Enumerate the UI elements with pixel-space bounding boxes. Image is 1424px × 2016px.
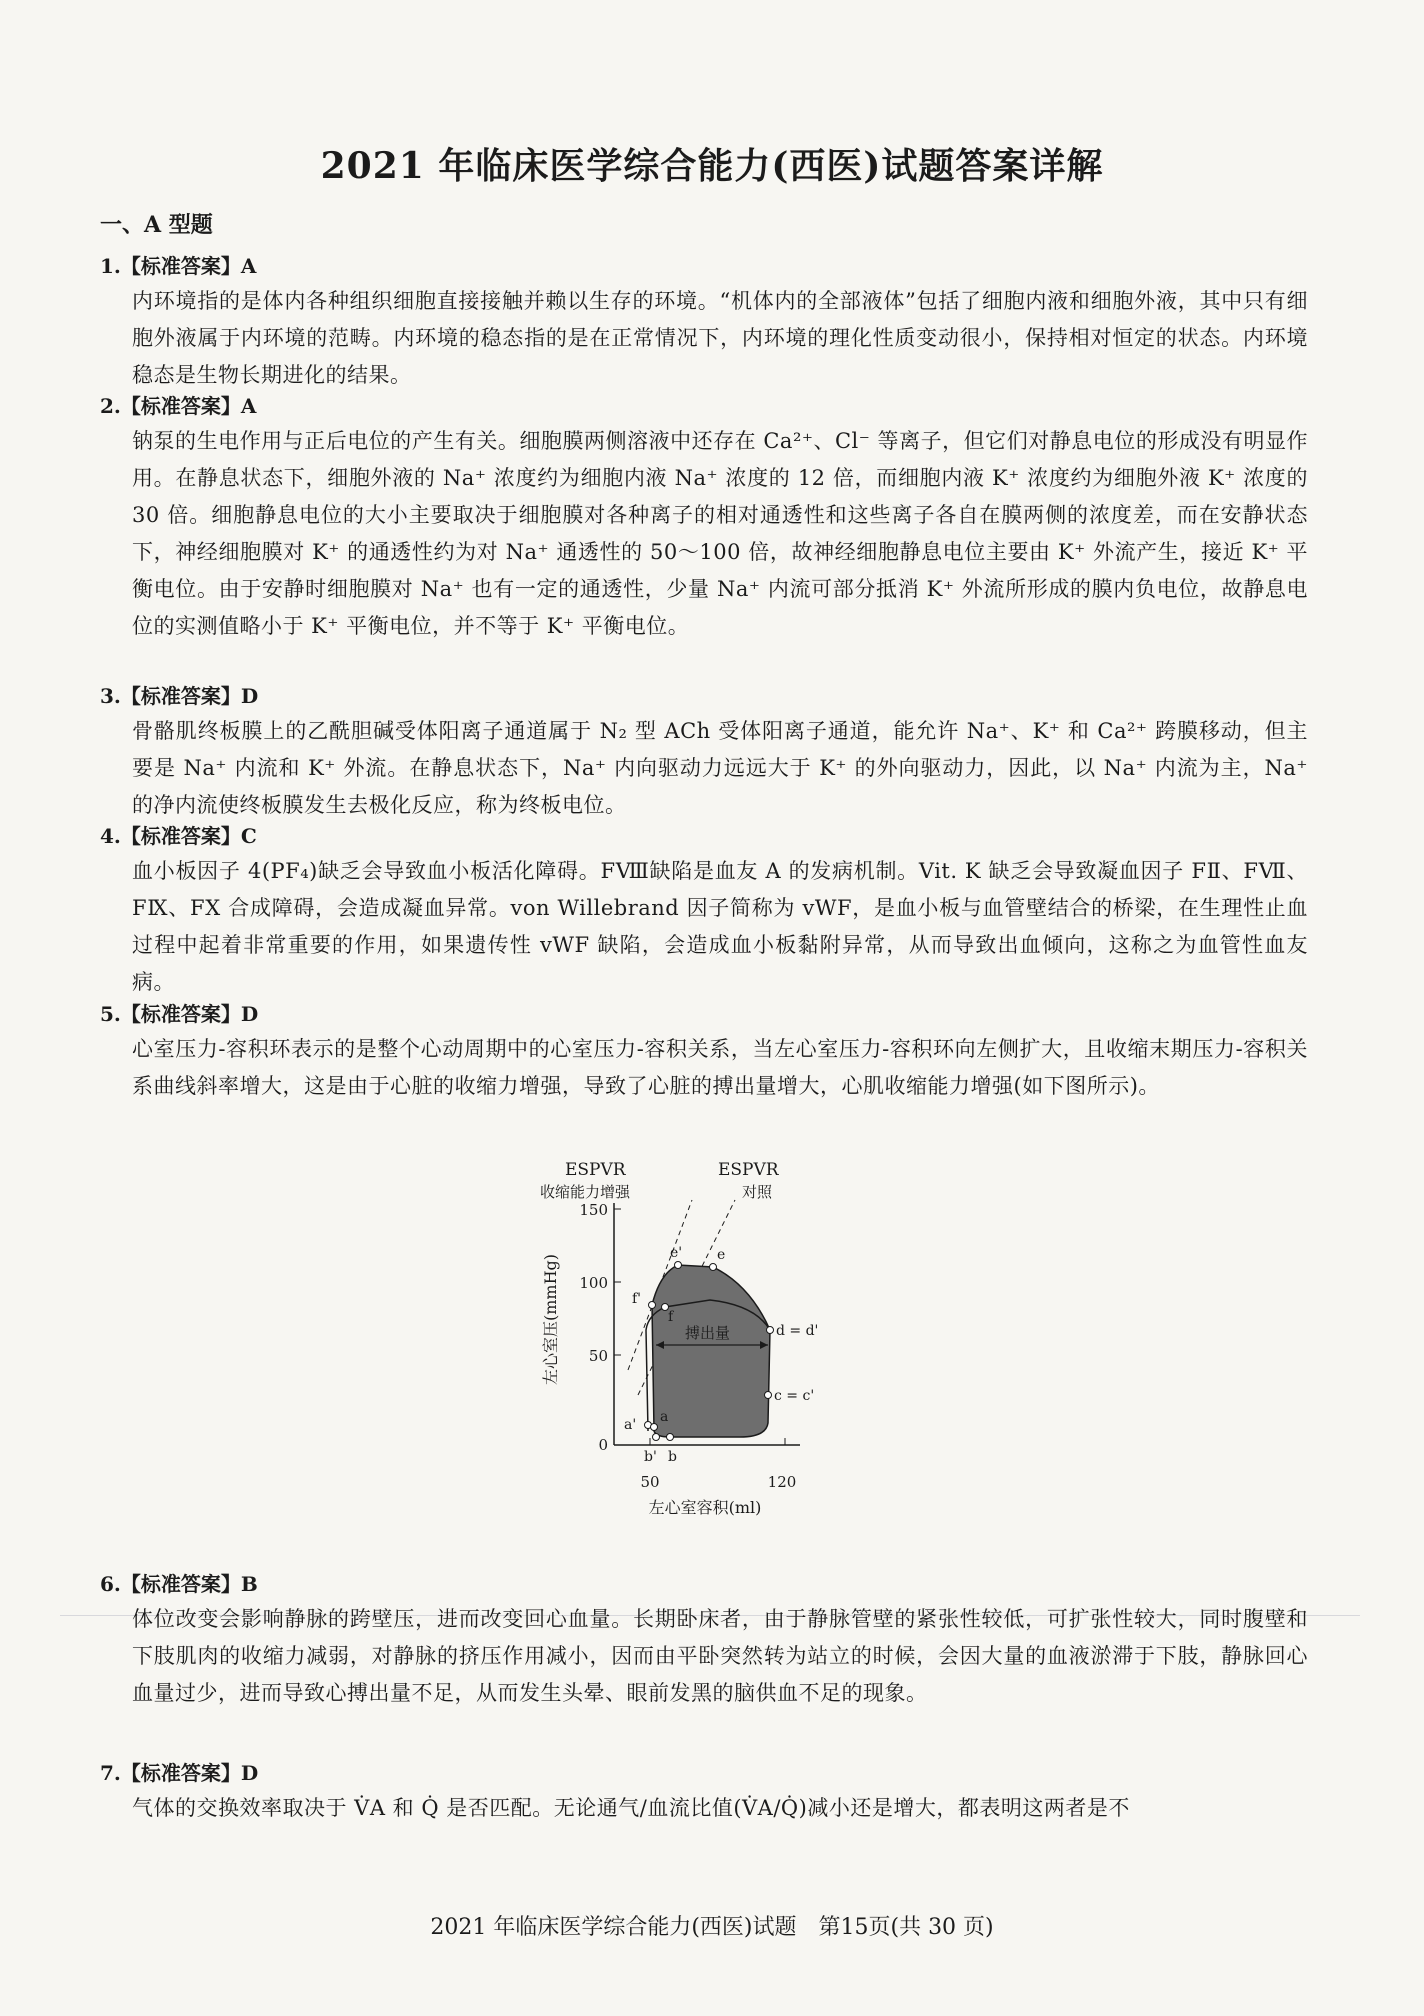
- label-a: a: [660, 1409, 669, 1425]
- point-e: [710, 1264, 717, 1271]
- explanation-7: 气体的交换效率取决于 V̇A 和 Q̇ 是否匹配。无论通气/血流比值(V̇A/Q̇)减小还是增大，都表明这两者是不: [132, 1796, 1130, 1820]
- label-f-prime: f': [632, 1291, 642, 1307]
- espvr-label-left-sub: 收缩能力增强: [540, 1183, 631, 1201]
- y-tick-label: 150: [579, 1201, 608, 1219]
- point-f-prime: [649, 1302, 656, 1309]
- pressure-volume-loop-figure: [520, 1155, 850, 1535]
- answer-label-3: 3.【标准答案】D: [100, 684, 259, 708]
- explanation-1: 内环境指的是体内各种组织细胞直接接触并赖以生存的环境。“机体内的全部液体”包括了细胞内液和细胞外液，其中只有细胞外液属于内环境的范畴。内环境的稳态指的是在正常情况下，内环境的理化性质变动很小，保持相对恒定的状态。内环境稳态是生物长期进化的结果。: [132, 289, 1308, 387]
- page-footer: 2021 年临床医学综合能力(西医)试题 第15页(共 30 页): [430, 1915, 994, 1940]
- y-tick-label: 50: [588, 1347, 608, 1365]
- point-d: [767, 1327, 774, 1334]
- section-heading: 一、A 型题: [100, 212, 213, 238]
- label-d: d = d': [776, 1323, 819, 1339]
- point-e-prime: [675, 1262, 682, 1269]
- answer-label-2: 2.【标准答案】A: [100, 394, 257, 418]
- point-c: [765, 1392, 772, 1399]
- page-title: 2021 年临床医学综合能力(西医)试题答案详解: [320, 145, 1104, 187]
- label-e-prime: e': [670, 1245, 683, 1261]
- point-a: [651, 1424, 658, 1431]
- x-tick-label: 50: [640, 1473, 660, 1491]
- label-a-prime: a': [624, 1417, 637, 1433]
- label-b: b: [668, 1449, 677, 1465]
- x-tick-label: 120: [767, 1473, 797, 1491]
- point-b: [667, 1434, 674, 1441]
- pv-loop-enhanced: [652, 1265, 770, 1437]
- label-e: e: [717, 1247, 726, 1263]
- answer-label-5: 5.【标准答案】D: [100, 1002, 259, 1026]
- explanation-2: 钠泵的生电作用与正后电位的产生有关。细胞膜两侧溶液中还存在 Ca²⁺、Cl⁻ 等离子，但它们对静息电位的形成没有明显作用。在静息状态下，细胞外液的 Na⁺ 浓度约为细胞内液 Na⁺ 浓度的 12 倍，而细胞内液 K⁺ 浓度约为细胞外液 K⁺ 浓度的 30 倍。细胞静息电位的大小主要取决于细胞膜对各种离子的相对通透性和这些离子各自在膜两侧的浓度差，而在安静状态下，神经细胞膜对 K⁺ 的通透性约为对 Na⁺ 通透性的 50～100 倍，故神经细胞静息电位主要由 K⁺ 外流产生，接近 K⁺ 平衡电位。由于安静时细胞膜对 Na⁺ 也有一定的通透性，少量 Na⁺ 内流可部分抵消 K⁺ 外流所形成的膜内负电位，故静息电位的实测值略小于 K⁺ 平衡电位，并不等于 K⁺ 平衡电位。: [132, 429, 1308, 638]
- espvr-label-right: ESPVR: [718, 1160, 779, 1180]
- x-axis-label: 左心室容积(ml): [648, 1498, 762, 1517]
- answer-label-4: 4.【标准答案】C: [100, 824, 257, 848]
- explanation-3: 骨骼肌终板膜上的乙酰胆碱受体阳离子通道属于 N₂ 型 ACh 受体阳离子通道，能允许 Na⁺、K⁺ 和 Ca²⁺ 跨膜移动，但主要是 Na⁺ 内流和 K⁺ 外流。在静息状态下，Na⁺ 内向驱动力远远大于 K⁺ 的外向驱动力，因此，以 Na⁺ 内流为主，Na⁺ 的净内流使终板膜发生去极化反应，称为终板电位。: [132, 719, 1308, 817]
- point-b-prime: [653, 1434, 660, 1441]
- espvr-label-left: ESPVR: [565, 1160, 626, 1180]
- explanation-6: 体位改变会影响静脉的跨壁压，进而改变回心血量。长期卧床者，由于静脉管壁的紧张性较低，可扩张性较大，同时腹壁和下肢肌肉的收缩力减弱，对静脉的挤压作用减小，因而由平卧突然转为站立的时候，会因大量的血液淤滞于下肢，静脉回心血量过少，进而导致心搏出量不足，从而发生头晕、眼前发黑的脑供血不足的现象。: [132, 1607, 1308, 1705]
- stroke-volume-label: 搏出量: [685, 1324, 731, 1342]
- answer-label-7: 7.【标准答案】D: [100, 1761, 259, 1785]
- explanation-5: 心室压力-容积环表示的是整个心动周期中的心室压力-容积关系，当左心室压力-容积环向左侧扩大，且收缩末期压力-容积关系曲线斜率增大，这是由于心脏的收缩力增强，导致了心脏的搏出量增大，心肌收缩能力增强(如下图所示)。: [132, 1037, 1308, 1098]
- y-axis-label: 左心室压(mmHg): [541, 1253, 560, 1385]
- label-b-prime: b': [644, 1449, 657, 1465]
- y-tick-label: 100: [579, 1274, 608, 1292]
- explanation-4: 血小板因子 4(PF₄)缺乏会导致血小板活化障碍。FⅧ缺陷是血友 A 的发病机制。Vit. K 缺乏会导致凝血因子 FⅡ、FⅦ、FⅨ、FⅩ 合成障碍，会造成凝血异常。von Willebrand 因子简称为 vWF，是血小板与血管壁结合的桥梁，在生理性止血过程中起着非常重要的作用，如果遗传性 vWF 缺陷，会造成血小板黏附异常，从而导致出血倾向，这称之为血管性血友病。: [132, 859, 1308, 994]
- answer-label-6: 6.【标准答案】B: [100, 1572, 258, 1596]
- answer-label-1: 1.【标准答案】A: [100, 254, 257, 278]
- label-c: c = c': [774, 1388, 815, 1404]
- label-f: f: [668, 1309, 674, 1325]
- espvr-label-right-sub: 对照: [742, 1183, 773, 1201]
- y-tick-label: 0: [598, 1436, 608, 1454]
